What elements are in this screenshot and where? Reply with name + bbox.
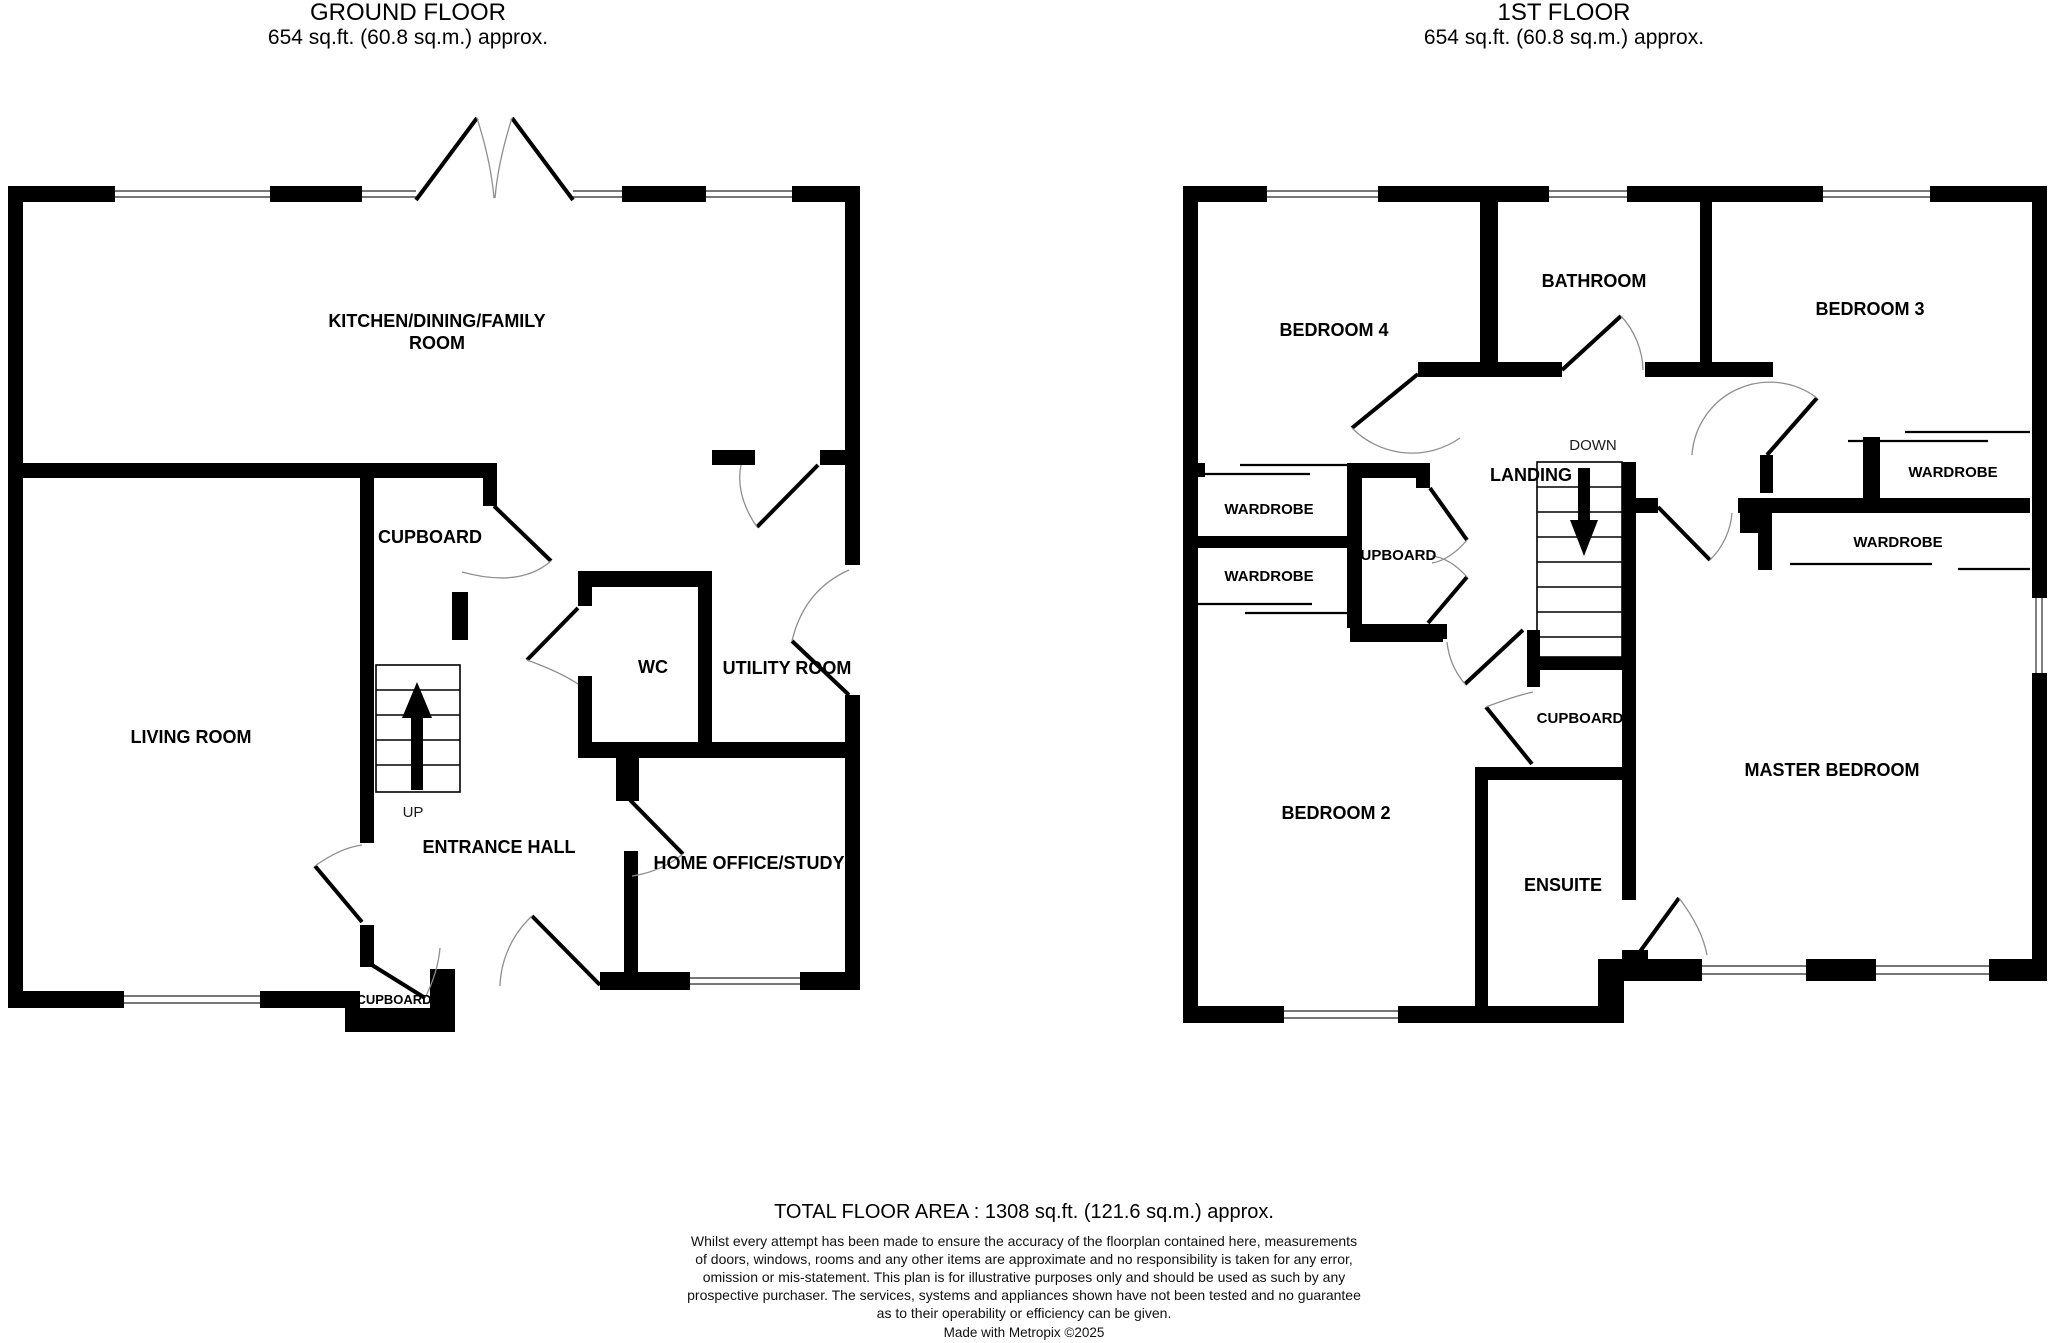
wall: [1418, 362, 1562, 377]
window: [1267, 186, 1378, 202]
room-label-cupboard: CUPBOARD: [377, 527, 483, 547]
up-arrow: [402, 682, 432, 790]
metropix-credit: Made with Metropix ©2025: [943, 1325, 1105, 1340]
first-floor-plan: [1183, 0, 2047, 1023]
staircase-down: [1537, 462, 1622, 657]
wall: [1183, 186, 1198, 1023]
window: [690, 972, 800, 990]
room-label-bedroom2: BEDROOM 2: [1281, 803, 1391, 823]
room-label-cupboard-landing: CUPBOARD: [1349, 547, 1437, 564]
wall: [1183, 536, 1350, 548]
disclaimer-line: omission or mis-statement. This plan is for illustrative purposes only and should be used as such by any: [702, 1269, 1346, 1285]
wall: [345, 1008, 455, 1032]
staircase-up: [376, 665, 460, 792]
wall: [1635, 498, 1658, 513]
front-door-swing: [500, 916, 600, 986]
wall: [483, 478, 497, 506]
first-floor-windows: [1267, 186, 2047, 1023]
door-swing: [315, 845, 362, 922]
door-swing: [1486, 692, 1533, 764]
wall: [1863, 437, 1880, 498]
window: [1549, 186, 1627, 202]
room-label-ensuite: ENSUITE: [1523, 875, 1603, 895]
room-label-kitchen-line2: ROOM: [409, 333, 465, 353]
window: [115, 186, 270, 202]
wall: [578, 571, 712, 587]
wall: [360, 478, 374, 843]
window: [1876, 959, 1989, 981]
door-swing: [1352, 374, 1460, 453]
room-label-wardrobe-left-bottom: WARDROBE: [1224, 568, 1314, 585]
room-label-landing: LANDING: [1490, 465, 1572, 485]
room-label-wardrobe-right-bottom: WARDROBE: [1853, 534, 1943, 551]
room-label-entrance-hall: ENTRANCE HALL: [422, 837, 576, 857]
room-label-wc: WC: [638, 657, 668, 677]
room-label-bedroom4: BEDROOM 4: [1279, 320, 1389, 340]
wall: [1416, 463, 1430, 488]
wall: [1475, 780, 1488, 1006]
wall: [1480, 202, 1498, 362]
room-label-master-bedroom: MASTER BEDROOM: [1744, 760, 1920, 780]
door-swing: [1692, 382, 1817, 455]
wall: [1760, 455, 1773, 493]
door-swing: [740, 465, 818, 527]
room-label-wardrobe-left-top: WARDROBE: [1224, 501, 1314, 518]
room-label-cupboard-small: CUPBOARD: [356, 992, 432, 1007]
disclaimer-line: of doors, windows, rooms and any other items are approximate and no responsibility is taken for any error,: [695, 1251, 1353, 1267]
ground-floor-title: GROUND FLOOR: [309, 0, 507, 26]
wall: [1598, 959, 1624, 1023]
first-floor-subtitle: 654 sq.ft. (60.8 sq.m.) approx.: [1423, 26, 1705, 49]
window: [706, 186, 792, 202]
wall: [1740, 498, 1758, 533]
door-swing: [1447, 630, 1523, 684]
wall: [1738, 498, 2030, 513]
wall: [1183, 1006, 1624, 1023]
ground-floor-subtitle: 654 sq.ft. (60.8 sq.m.) approx.: [267, 26, 549, 49]
wardrobe-open-fronts: [1198, 432, 2030, 613]
first-floor-labels: [1224, 0, 1997, 895]
wall: [1535, 657, 1622, 670]
door-swing: [372, 948, 440, 998]
wall: [1362, 624, 1447, 639]
door-swing: [1636, 898, 1707, 957]
room-label-utility-room: UTILITY ROOM: [722, 658, 852, 678]
door-swing: [527, 608, 578, 684]
wall: [1700, 202, 1712, 362]
wall: [578, 587, 592, 606]
wall: [1622, 462, 1636, 667]
first-floor-title: 1ST FLOOR: [1497, 0, 1631, 26]
door-swing: [1562, 316, 1643, 370]
wall: [698, 587, 712, 758]
door-opening: [755, 450, 820, 465]
wall: [1758, 513, 1772, 570]
wall: [430, 969, 455, 1008]
wall: [1622, 667, 1636, 900]
door-opening: [416, 186, 573, 202]
window: [1702, 959, 1806, 981]
wall: [1622, 950, 1648, 981]
footer: [687, 1201, 1361, 1340]
wall: [2032, 186, 2047, 981]
disclaimer-line: Whilst every attempt has been made to ensure the accuracy of the floorplan contained here, measurements: [690, 1233, 1358, 1249]
wall: [1527, 630, 1540, 687]
wall: [616, 758, 639, 801]
total-floor-area: TOTAL FLOOR AREA : 1308 sq.ft. (121.6 sq.m.) approx.: [774, 1201, 1274, 1223]
window: [362, 186, 416, 202]
window: [124, 991, 260, 1008]
wall: [624, 851, 638, 972]
room-label-bedroom3: BEDROOM 3: [1815, 299, 1925, 319]
room-label-bathroom: BATHROOM: [1541, 271, 1647, 291]
stairs-up-label: UP: [402, 804, 424, 821]
window: [1823, 186, 1930, 202]
stairs-down-label: DOWN: [1569, 437, 1617, 454]
wall: [360, 925, 374, 967]
wall: [452, 592, 468, 640]
room-label-living-room: LIVING ROOM: [130, 727, 252, 747]
disclaimer-line: as to their operability or efficiency can be given.: [876, 1305, 1172, 1321]
wall: [8, 186, 23, 1008]
room-label-wardrobe-right-top: WARDROBE: [1908, 464, 1998, 481]
wall: [1645, 362, 1773, 377]
room-label-home-office: HOME OFFICE/STUDY: [653, 853, 845, 873]
room-label-cupboard-ensuite: CUPBOARD: [1536, 710, 1624, 727]
wall: [1475, 767, 1622, 780]
window: [573, 186, 622, 202]
ground-floor-plan: [8, 0, 860, 1032]
window: [2032, 598, 2047, 673]
wall: [8, 463, 497, 478]
room-label-kitchen-line1: KITCHEN/DINING/FAMILY: [328, 311, 546, 331]
window: [1284, 1006, 1398, 1023]
wall: [578, 742, 859, 758]
disclaimer-line: prospective purchaser. The services, systems and appliances shown have not been tested and no guarantee: [687, 1287, 1361, 1303]
door-swing: [1658, 507, 1732, 560]
